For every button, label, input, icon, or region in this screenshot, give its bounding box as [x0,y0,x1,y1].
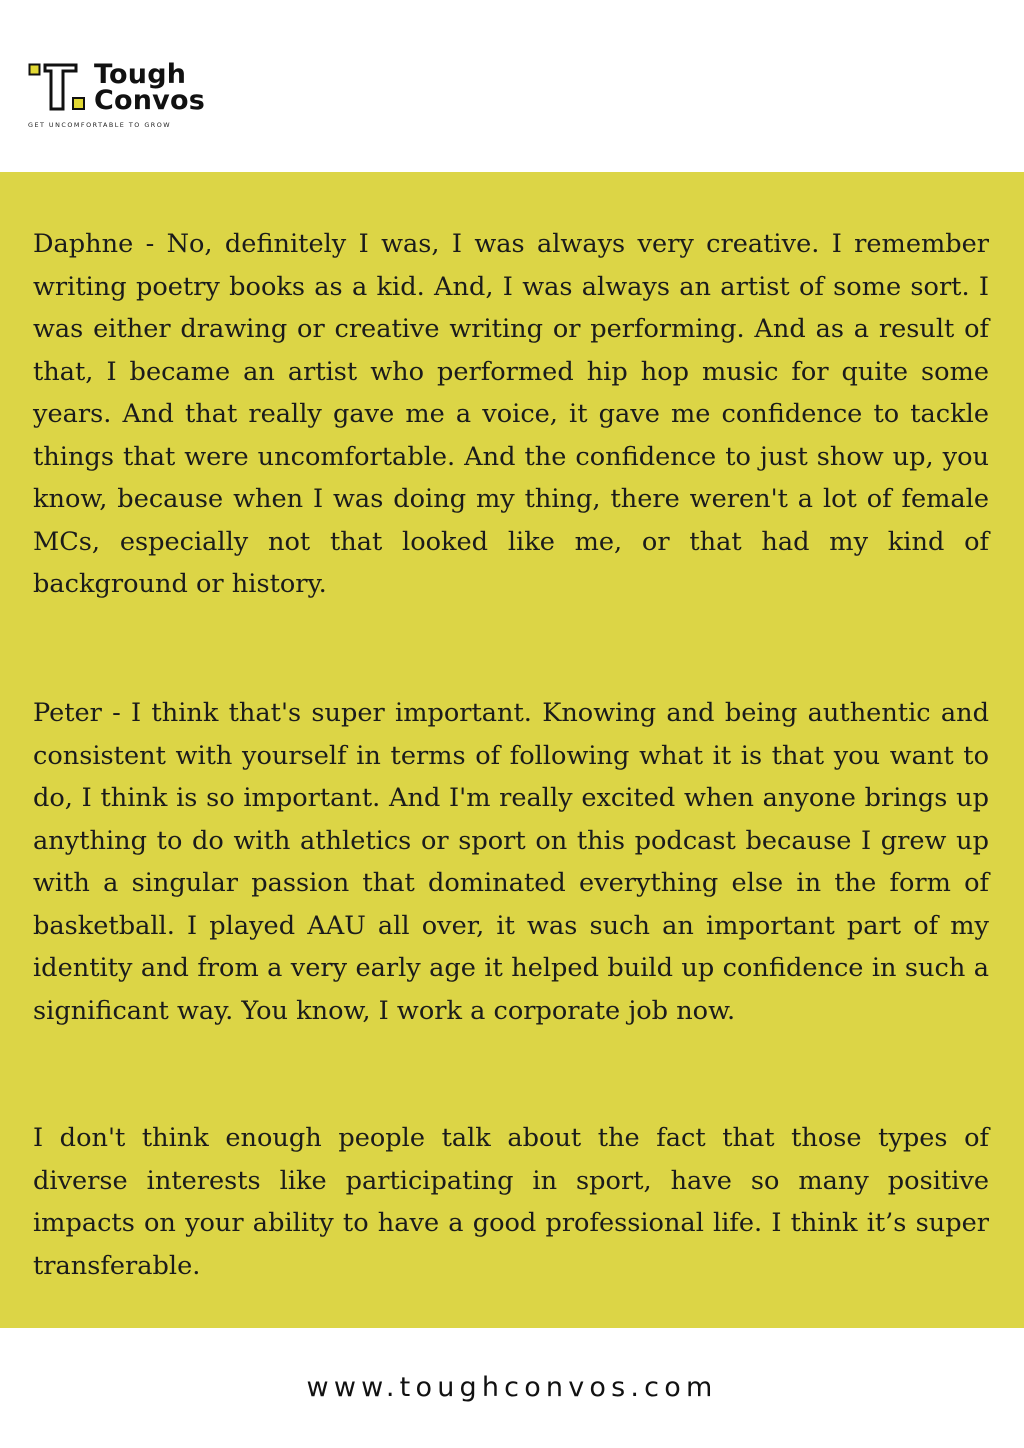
brand-name-line-1: Tough [94,59,187,90]
transcript-paragraph-peter: Peter - I think that's super important. Knowing and being authentic and consistent with yourself in terms of following what it is that you want to do, I think is so important. And I'm really excited when anyone brings up anything to do with athletics or sport on this podcast because I grew up with a singular passion that dominated everything else in the form of basketball. I played AAU all over, it was such an important part of my identity and from a very early age it helped build up confidence in such a significant way. You know, I work a corporate job now. [33,698,989,1026]
tough-convos-squares-icon [28,63,92,111]
transcript-paragraph-daphne: Daphne - No, definitely I was, I was always very creative. I remember writing poetry books as a kid. And, I was always an artist of some sort. I was either drawing or creative writing or performing. And as a result of that, I became an artist who performed hip hop music for quite some years. And that really gave me a voice, it gave me confidence to tackle things that were uncomfortable. And the confidence to just show up, you know, because when I was doing my thing, there weren't a lot of female MCs, especially not that looked like me, or that had my kind of background or history. [33,229,989,599]
brand-logo [28,60,248,135]
transcript-paragraph-peter-continued: I don't think enough people talk about the fact that those types of diverse interests like participating in sport, have so many positive impacts on your ability to have a good professional life. I think it’s super transferable. [33,1123,989,1281]
brand-tagline: GET UNCOMFORTABLE TO GROW [28,121,172,129]
brand-name-line-2: Convos [94,85,206,116]
footer-website-link[interactable]: www.toughconvos.com [306,1372,718,1403]
